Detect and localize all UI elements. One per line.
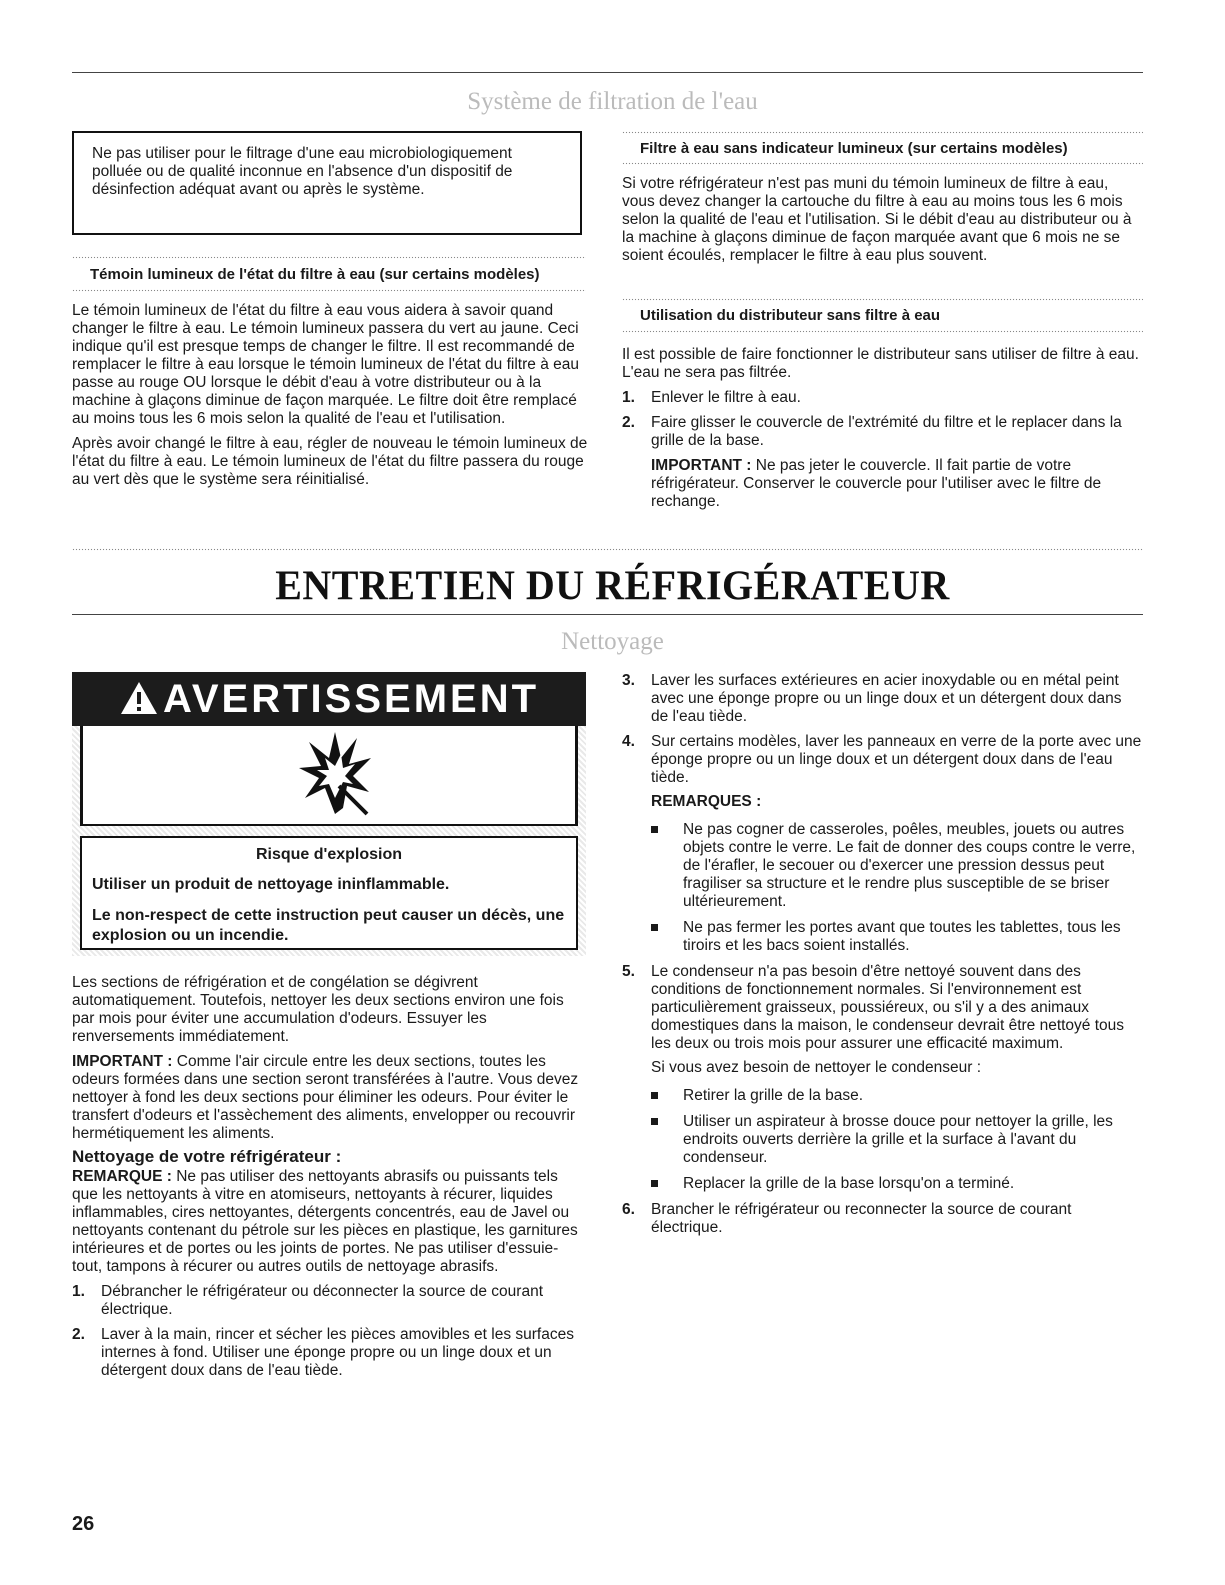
- warning-header: [72, 672, 586, 726]
- page-title: ENTRETIEN DU RÉFRIGÉRATEUR: [275, 561, 950, 610]
- warning-message: [80, 836, 578, 950]
- divider: [72, 289, 586, 292]
- section-title-filtration: Système de filtration de l'eau: [467, 88, 758, 115]
- list-item: 4. Sur certains modèles, laver les panneaux en verre de la porte avec une éponge propre ou un linge doux et un détergent doux dans de l'eau tiède. REMARQUES : Ne pas cogner de casseroles, poêles, meubles, jouets ou autres objets contre le verre. Le fait de donner des coups contre le verre, de l'érafler, le secouer ou d'exercer une pression dessus peut fragiliser sa structure et le rendre plus susceptible de se briser ultérieurement. Ne pas fermer les portes avant que toutes les tablettes, tous les tiroirs et les bacs soient installés.: [622, 733, 1142, 954]
- cleaning-steps-right: [622, 672, 1142, 1237]
- divider: [622, 131, 1143, 134]
- cleaning-subheading: Nettoyage de votre réfrigérateur :: [72, 1147, 342, 1166]
- note-box: [72, 131, 582, 235]
- list-item: Replacer la grille de la base lorsqu'on a terminé.: [651, 1175, 1142, 1193]
- page-number: 26: [72, 1513, 95, 1535]
- warning-box: [72, 672, 586, 956]
- cleaning-important: IMPORTANT : Comme l'air circule entre les deux sections, toutes les odeurs formées dans une section seront transférées à l'autre. Vous devez nettoyer à fond les deux sections pour éliminer les odeurs. Pour éviter le transfert d'odeurs et l'assèchement des aliments, envelopper ou recouvrir hermétiquement les aliments.: [72, 1053, 579, 1142]
- indicator-paragraph-1: Le témoin lumineux de l'état du filtre à eau vous aidera à savoir quand changer le filtre à eau. Le témoin lumineux passera du vert au jaune. Ceci indique qu'il est presque temps de changer le filtre. Il est recommandé de remplacer le filtre à eau lorsque le témoin lumineux de l'état du filtre à eau passe au rouge OU lorsque le débit d'eau à votre distributeur ou à la machine à glaçons diminue de façon marquée. Le filtre doit être remplacé au moins tous les 6 mois selon la qualité de l'eau et l'utilisation.: [72, 302, 579, 427]
- important-text: Ne pas jeter le couvercle. Il fait partie de votre réfrigérateur. Conserver le couvercle pour l'utiliser avec le filtre de rechange.: [651, 457, 1102, 510]
- divider: [72, 548, 1143, 551]
- important-label: IMPORTANT :: [651, 457, 752, 474]
- section-title-cleaning: Nettoyage: [561, 628, 664, 655]
- warning-triangle-icon: [119, 680, 159, 716]
- no-filter-paragraph: Il est possible de faire fonctionner le distributeur sans utiliser de filtre à eau. L'eau ne sera pas filtrée.: [622, 346, 1139, 381]
- indicator-body: [72, 302, 588, 496]
- divider: [622, 298, 1143, 301]
- cleaning-paragraph-1: Les sections de réfrigération et de congélation se dégivrent automatiquement. Toutefois, nettoyer les deux sections environ une fois par mois pour éviter une accumulation d'odeurs. Essuyer les renversements immédiatement.: [72, 974, 564, 1045]
- divider: [622, 162, 1143, 165]
- cleaning-left-column: [72, 974, 588, 1387]
- warning-line-1: Utiliser un produit de nettoyage ininflammable.: [92, 876, 450, 893]
- list-item: Ne pas fermer les portes avant que toutes les tablettes, tous les tiroirs et les bacs soient installés.: [651, 919, 1142, 955]
- cleaning-remarque: REMARQUE : Ne pas utiliser des nettoyants abrasifs ou puissants tels que les nettoyants à vitre en atomiseurs, nettoyants à récurer, liquides inflammables, cires nettoyantes, détergents concentrés, eau de Javel ou nettoyants contenant du pétrole sur les pièces en plastique, les garnitures intérieures et de portes ou les joints de portes. Ne pas utiliser d'essuie-tout, tampons à récurer ou autres outils de nettoyage abrasifs.: [72, 1168, 578, 1275]
- no-indicator-heading: Filtre à eau sans indicateur lumineux (sur certains modèles): [640, 140, 1068, 157]
- condenser-intro: Si vous avez besoin de nettoyer le condenseur :: [651, 1059, 982, 1076]
- remarques-label: REMARQUES :: [651, 793, 762, 810]
- list-item: Utiliser un aspirateur à brosse douce pour nettoyer la grille, les endroits ouverts derrière la grille et la surface à l'avant du condenseur.: [651, 1113, 1142, 1167]
- explosion-icon: [295, 728, 375, 818]
- cleaning-steps-left: [72, 1283, 588, 1380]
- no-indicator-paragraph: Si votre réfrigérateur n'est pas muni du témoin lumineux de filtre à eau, vous devez changer la cartouche du filtre à eau au moins tous les 6 mois selon la qualité de l'eau et l'utilisation. Si le débit d'eau au distributeur ou à la machine à glaçons diminue de façon marquée avant que 6 mois ne se soient écoulés, remplacer le filtre à eau plus souvent.: [622, 175, 1132, 264]
- indicator-heading: Témoin lumineux de l'état du filtre à eau (sur certains modèles): [90, 266, 540, 283]
- no-filter-body: [622, 346, 1142, 518]
- condenser-list: [651, 1087, 1142, 1193]
- list-item: 1. Débrancher le réfrigérateur ou déconnecter la source de courant électrique.: [72, 1283, 544, 1318]
- indicator-paragraph-2: Après avoir changé le filtre à eau, régler de nouveau le témoin lumineux de l'état du filtre à eau. Le témoin lumineux de l'état du filtre passera du rouge au vert dès que le système sera réinitialisé.: [72, 435, 588, 488]
- top-rule: [72, 72, 1143, 73]
- warning-line-2: Le non-respect de cette instruction peut causer un décès, une explosion ou un incendie.: [92, 907, 565, 944]
- list-item: 1. Enlever le filtre à eau.: [622, 389, 801, 406]
- list-item: 2. Laver à la main, rincer et sécher les pièces amovibles et les surfaces internes à fond. Utiliser une éponge propre ou un linge doux et un détergent doux dans de l'eau tiède.: [72, 1326, 574, 1379]
- warning-pictogram-area: [80, 726, 578, 826]
- divider: [622, 330, 1143, 333]
- list-item: 2. Faire glisser le couvercle de l'extrémité du filtre et le replacer dans la grille de la base. IMPORTANT : Ne pas jeter le couvercle. Il fait partie de votre réfrigérateur. Conserver le couvercle pour l'utiliser avec le filtre de rechange.: [622, 414, 1122, 510]
- list-item: Retirer la grille de la base.: [651, 1087, 1142, 1105]
- list-item: 5. Le condenseur n'a pas besoin d'être nettoyé souvent dans des conditions de fonctionnement normales. Si l'environnement est particulièrement graisseux, poussiéreux, ou s'il y a des animaux domestiques dans la maison, le condenseur devrait être nettoyé tous les deux ou trois mois pour assurer une efficacité maximum. Si vous avez besoin de nettoyer le condenseur : Retirer la grille de la base. Utiliser un aspirateur à brosse douce pour nettoyer la grille, les endroits ouverts derrière la grille et la surface à l'avant du condenseur. Replacer la grille de la base lorsqu'on a terminé.: [622, 963, 1142, 1193]
- warning-title: AVERTISSEMENT: [162, 677, 540, 721]
- list-item: 3. Laver les surfaces extérieures en acier inoxydable ou en métal peint avec une éponge propre ou un linge doux et un détergent doux dans de l'eau tiède.: [622, 672, 1122, 725]
- cleaning-right-column: [622, 672, 1142, 1244]
- list-item: Ne pas cogner de casseroles, poêles, meubles, jouets ou autres objets contre le verre. Le fait de donner des coups contre le verre, de l'érafler, le secouer ou d'exercer une pression dessus peut fragiliser sa structure et le rendre plus susceptible de se briser ultérieurement.: [651, 821, 1142, 911]
- warning-frame: [72, 726, 586, 956]
- warning-risk: Risque d'explosion: [255, 846, 403, 863]
- title-rule: [72, 614, 1143, 615]
- no-indicator-body: [622, 175, 1142, 272]
- divider: [72, 256, 586, 259]
- no-filter-steps: [622, 389, 1142, 511]
- remarques-list: [651, 821, 1142, 955]
- note-box-text: Ne pas utiliser pour le filtrage d'une eau microbiologiquement polluée ou de qualité inconnue en l'absence d'un dispositif de désinfection adéquat avant ou après le système.: [92, 145, 513, 198]
- no-filter-heading: Utilisation du distributeur sans filtre à eau: [640, 307, 941, 324]
- list-item: 6. Brancher le réfrigérateur ou reconnecter la source de courant électrique.: [622, 1201, 1072, 1236]
